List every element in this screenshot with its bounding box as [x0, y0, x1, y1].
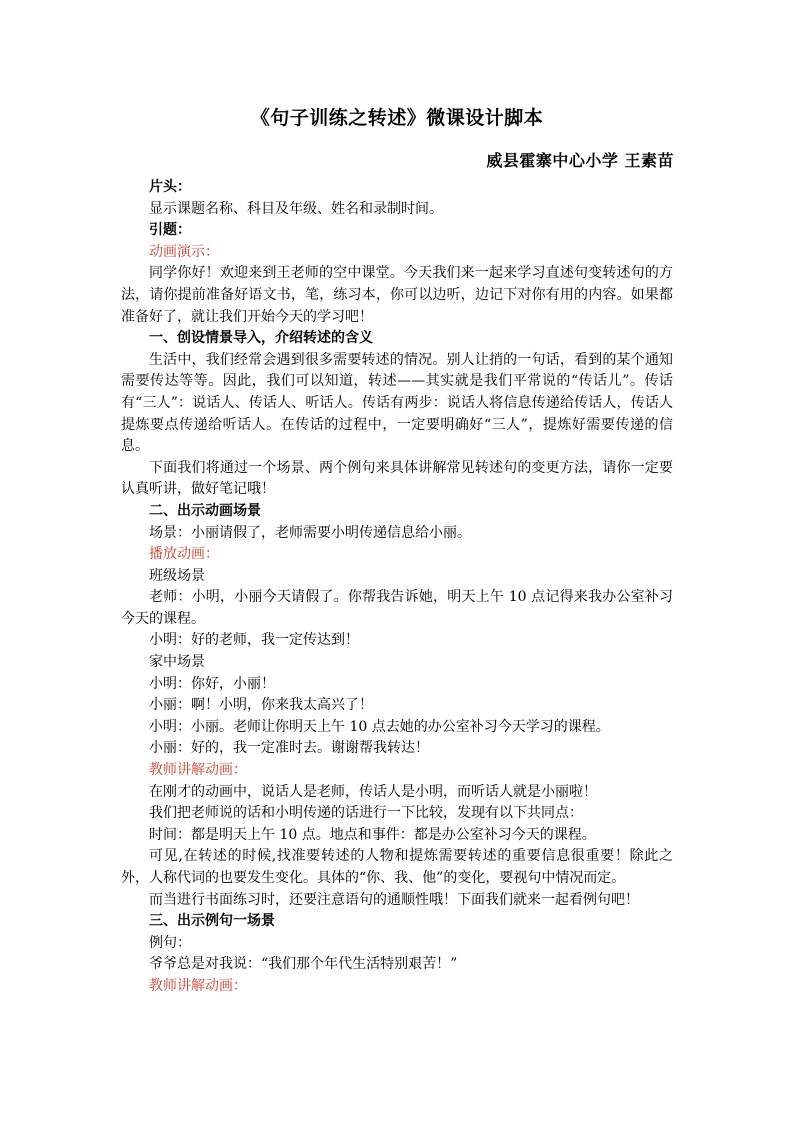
document-author: 威县霍寨中心小学 王素苗 — [486, 151, 674, 170]
paragraph: 例句： — [149, 934, 191, 951]
paragraph: 小丽：啊！小明，你来我太高兴了！ — [149, 697, 373, 714]
paragraph: 时间：都是明天上午 10 点。地点和事件：都是办公室补习今天的课程。 — [149, 826, 596, 843]
paragraph: 教师讲解动画： — [149, 977, 247, 994]
paragraph: 小明：你好，小丽！ — [149, 675, 275, 692]
paragraph: 一、创设情景导入，介绍转述的含义 — [149, 330, 373, 347]
paragraph: 家中场景 — [149, 654, 205, 671]
paragraph: 爷爷总是对我说：“我们那个年代生活特别艰苦！” — [149, 956, 458, 973]
paragraph: 二、出示动画场景 — [149, 502, 261, 519]
paragraph: 同学你好！欢迎来到王老师的空中课堂。今天我们来一起来学习直述句变转述句的方法，请你提前准备好语文书，笔，练习本，你可以边听，边记下对你有用的内容。如果都准备好了，就让我们开始今天的学习吧！ — [121, 265, 673, 325]
document-title: 《句子训练之转述》微课设计脚本 — [250, 107, 544, 129]
document-body — [121, 177, 673, 998]
paragraph: 三、出示例句一场景 — [149, 913, 275, 930]
paragraph: 教师讲解动画： — [149, 762, 247, 779]
paragraph: 场景：小丽请假了，老师需要小明传递信息给小丽。 — [149, 524, 471, 541]
paragraph: 而当进行书面练习时，还要注意语句的通顺性哦！下面我们就来一起看例句吧！ — [149, 891, 639, 908]
paragraph: 小明：好的老师，我一定传达到！ — [149, 632, 359, 649]
paragraph: 我们把老师说的话和小明传递的话进行一下比较，发现有以下共同点： — [149, 805, 583, 822]
paragraph: 小明：小丽。老师让你明天上午 10 点去她的办公室补习今天学习的课程。 — [149, 718, 610, 735]
paragraph: 可见,在转述的时候,找准要转述的人物和提炼需要转述的重要信息很重要！除此之外，人称代词的也要发生变化。具体的“你、我、他”的变化，要视句中情况而定。 — [121, 848, 673, 886]
paragraph: 老师：小明，小丽今天请假了。你帮我告诉她，明天上午 10 点记得来我办公室补习今天的课程。 — [121, 589, 673, 627]
paragraph: 生活中，我们经常会遇到很多需要转述的情况。别人让捎的一句话，看到的某个通知需要传达等等。因此，我们可以知道，转述——其实就是我们平常说的“传话儿”。传话有“三人”：说话人、传话人、听话人。传话有两步：说话人将信息传递给传话人，传话人提炼要点传递给听话人。在传话的过程中，一定要明确好“三人”，提炼好需要传递的信息。 — [121, 351, 673, 455]
paragraph: 小丽：好的，我一定准时去。谢谢帮我转达！ — [149, 740, 429, 757]
paragraph: 下面我们将通过一个场景、两个例句来具体讲解常见转述句的变更方法，请你一定要认真听讲，做好笔记哦！ — [121, 459, 673, 498]
paragraph: 动画演示： — [149, 243, 219, 260]
paragraph: 片头： — [149, 179, 191, 195]
paragraph: 播放动画： — [149, 546, 219, 563]
paragraph: 显示课题名称、科目及年级、姓名和录制时间。 — [149, 200, 443, 217]
paragraph: 在刚才的动画中，说话人是老师，传话人是小明，而听话人就是小丽啦！ — [149, 783, 597, 800]
paragraph: 引题： — [149, 222, 191, 239]
paragraph: 班级场景 — [149, 567, 205, 584]
